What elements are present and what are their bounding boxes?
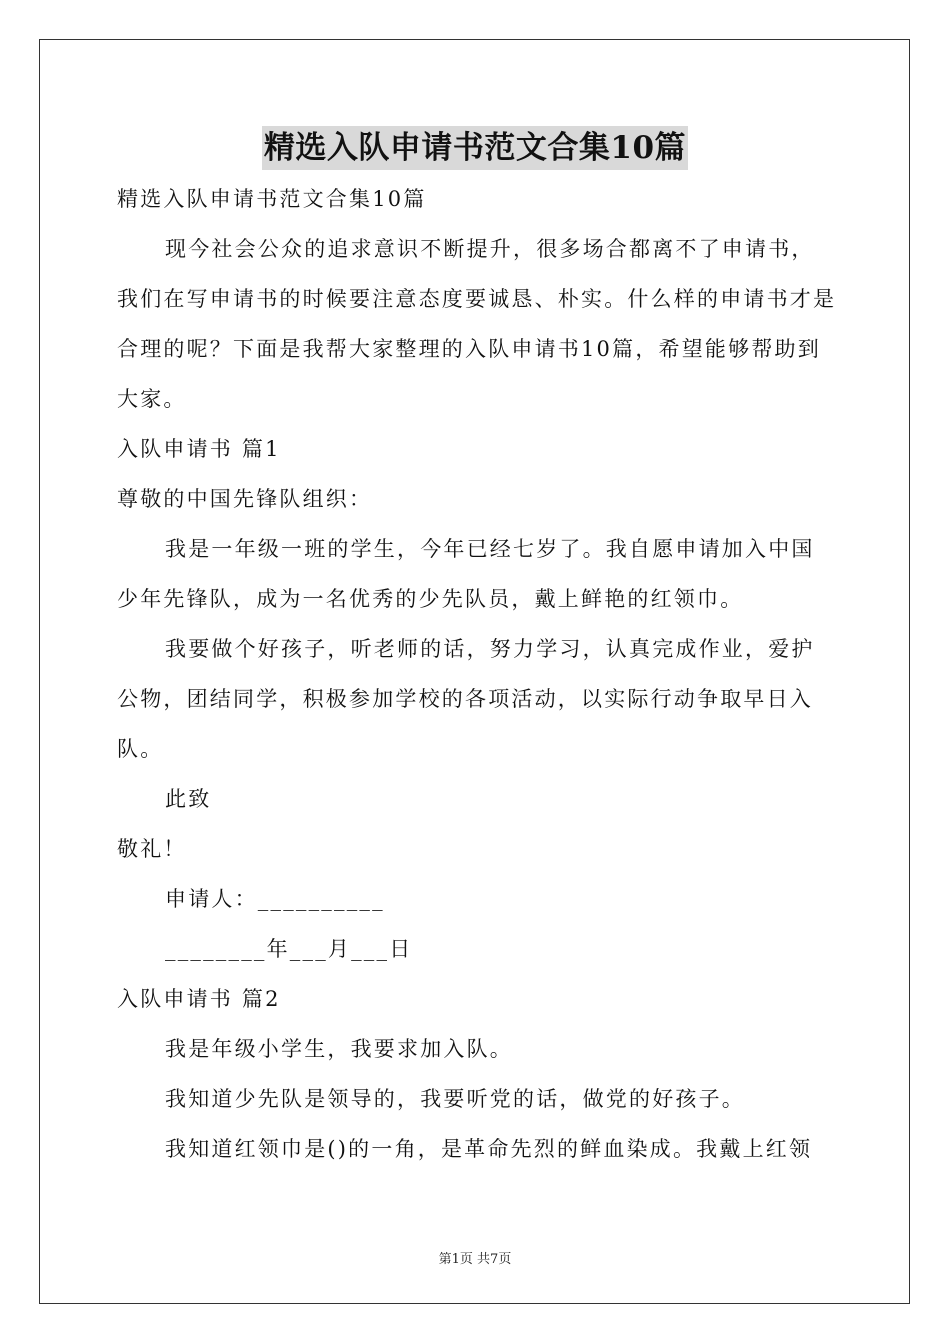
applicant-line: 申请人：__________ <box>165 887 385 911</box>
section-heading-2: 入队申请书 篇2 <box>117 987 281 1011</box>
body-paragraph: 我是一年级一班的学生，今年已经七岁了。我自愿申请加入中国少年先锋队，成为一名优秀的少先队员，戴上鲜艳的红领巾。 <box>117 537 815 611</box>
date-line: ________年___月___日 <box>165 937 413 961</box>
title-wrap <box>0 126 950 170</box>
body-paragraph: 我要做个好孩子，听老师的话，努力学习，认真完成作业，爱护公物，团结同学，积极参加学校的各项活动，以实际行动争取早日入队。 <box>117 637 815 761</box>
body-paragraph: 我知道少先队是领导的，我要听党的话，做党的好孩子。 <box>165 1087 745 1111</box>
intro-paragraph: 现今社会公众的追求意识不断提升，很多场合都离不了申请书，我们在写申请书的时候要注意态度要诚恳、朴实。什么样的申请书才是合理的呢？下面是我帮大家整理的入队申请书10篇，希望能够帮助到大家。 <box>117 237 837 411</box>
body-paragraph: 我知道红领巾是()的一角，是革命先烈的鲜血染成。我戴上红领 <box>165 1137 813 1161</box>
body-paragraph: 我是年级小学生，我要求加入队。 <box>165 1037 513 1061</box>
subtitle-line: 精选入队申请书范文合集10篇 <box>117 187 427 211</box>
closing-line: 此致 <box>165 787 212 811</box>
document-title: 精选入队申请书范文合集10篇 <box>262 126 688 170</box>
section-heading-1: 入队申请书 篇1 <box>117 437 281 461</box>
page-footer: 第1页 共7页 <box>438 1252 512 1267</box>
document-body <box>117 174 837 1174</box>
salutation: 尊敬的中国先锋队组织： <box>117 487 373 511</box>
closing-salute: 敬礼！ <box>117 837 187 861</box>
